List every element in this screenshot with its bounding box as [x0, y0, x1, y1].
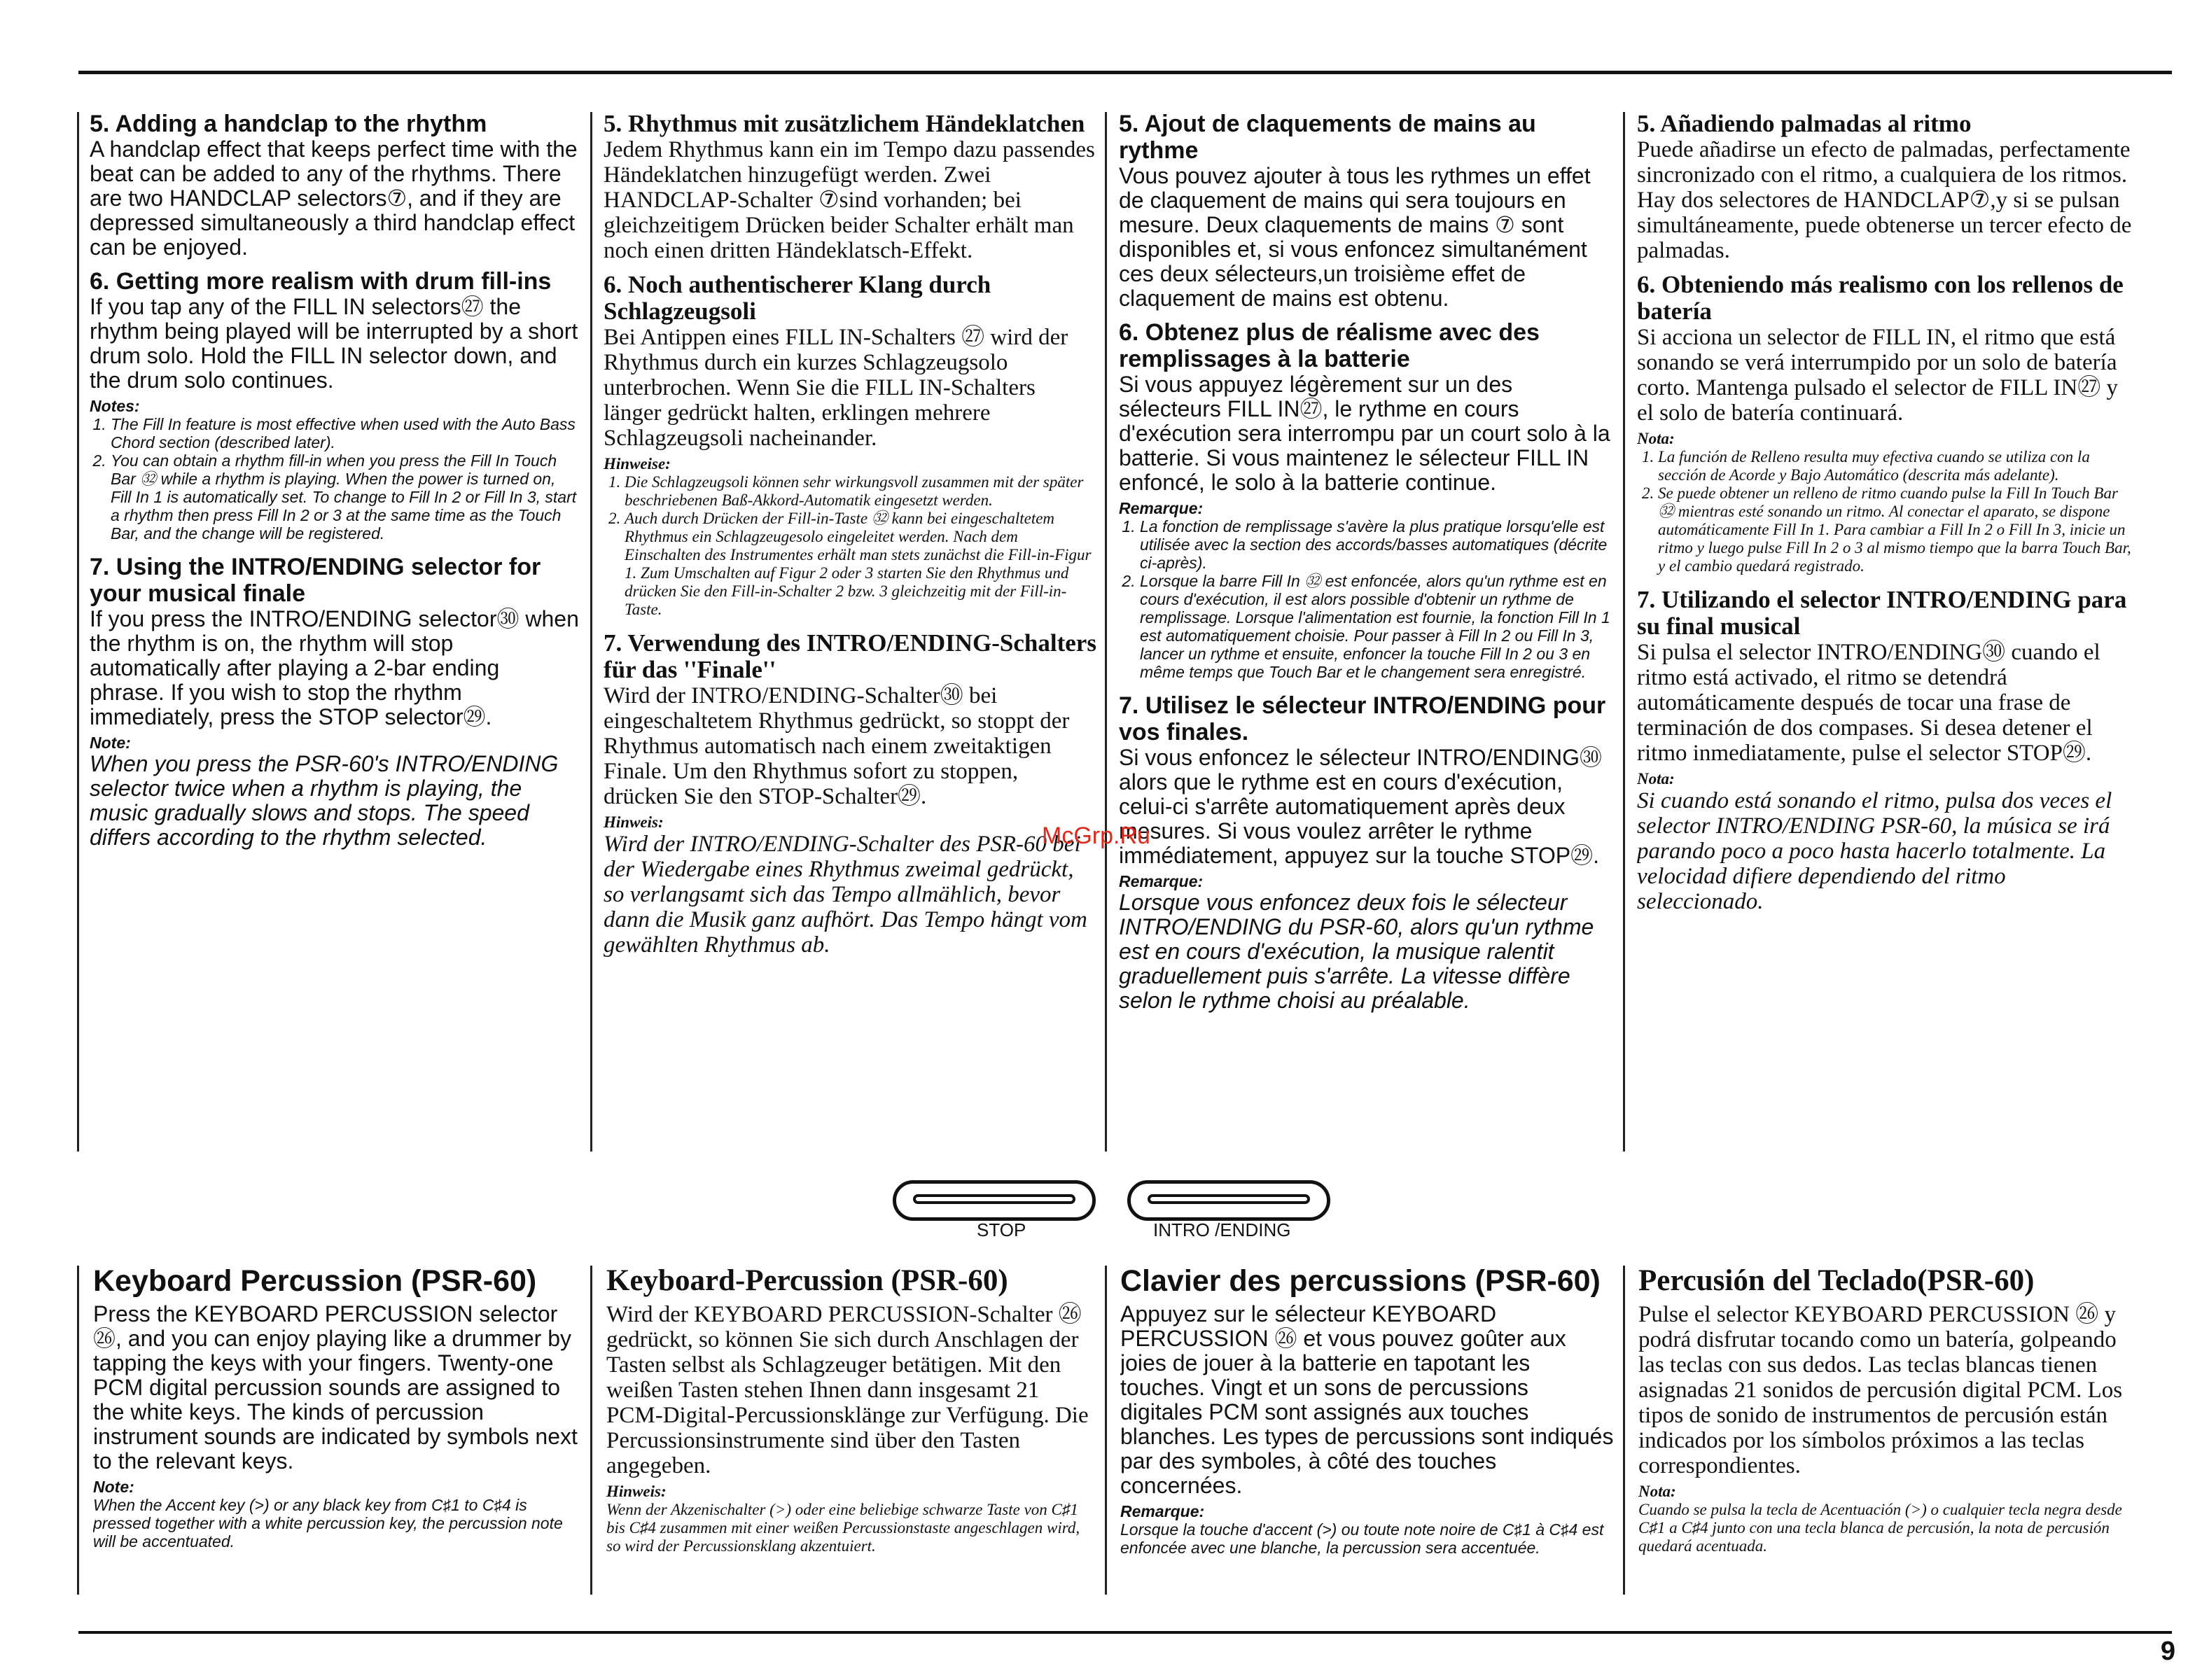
stop-label: STOP: [977, 1219, 1026, 1240]
column-divider: [1105, 112, 1107, 1152]
de-section-5-body: Jedem Rhythmus kann ein im Tempo dazu passendes Händeklatchen hinzugefügt werden. Zwei HANDCLAP-Schalter ⑦sind vorhanden; bei gleichzeitigem Drücken beider Schalter erhält man noch einen dritten Händeklatsch-Effekt.: [604, 137, 1095, 263]
de-section-5-title: 5. Rhythmus mit zusätzlichem Händeklatchen: [604, 111, 1085, 137]
de-notes-list: [604, 473, 1097, 619]
fr-section-6-body: Si vous appuyez légèrement sur un des sélecteurs FILL IN㉗, le rythme en cours d'exécution sera interrompu par un court solo à la batterie. Si vous maintenez le sélecteur FILL IN enfoncé, le solo à la batterie continue.: [1119, 372, 1610, 495]
en-section-7-body: If you press the INTRO/ENDING selector㉚ when the rhythm is on, the rhythm will stop automatically after playing a 2-bar ending phrase. If you wish to stop the rhythm immediately, press the STOP selector㉙.: [90, 606, 579, 729]
es-notes-label: Nota:: [1637, 430, 1675, 447]
de-notes-label: Hinweise:: [604, 455, 671, 472]
es-section-7-title: 7. Utilizando el selector INTRO/ENDING para su final musical: [1637, 586, 2127, 640]
intro-ending-button-inner: [1148, 1194, 1310, 1204]
en-note-item: 2. You can obtain a rhythm fill-in when you press the Fill In Touch Bar ㉜ while a rhythm is playing. When the power is turned on, Fill In 1 is automatically set. To change to Fill In 2 or Fill In 3, start a rhythm then press Fill In 2 or 3 at the same time as the Touch Bar, and the change will be registered.: [111, 451, 580, 542]
es-section-6-title: 6. Obteniendo más realismo con los rellenos de batería: [1637, 271, 2124, 325]
es-note-label: Nota:: [1637, 770, 1675, 788]
de-section-6-title: 6. Noch authentischerer Klang durch Schlagzeugsoli: [604, 271, 991, 325]
es-kb-text: Pulse el selector KEYBOARD PERCUSSION ㉖ y podrá disfrutar tocando como un batería, golpeando las teclas con sus dedos. Las teclas blancas tienen asignadas 21 sonidos de percusión digital PCM. Los tipos de sonido de instrumentos de percusión están indicados por los símbolos próximos a las teclas correspondientes.: [1638, 1302, 2123, 1478]
fr-notes-list: [1119, 517, 1612, 681]
en-section-6-body: If you tap any of the FILL IN selectors㉗ the rhythm being played will be interrupted by a short drum solo. Hold the FILL IN selector down, and the drum solo continues.: [90, 294, 578, 393]
en-section-6-title: 6. Getting more realism with drum fill-ins: [90, 268, 552, 295]
stop-button-inner: [913, 1194, 1075, 1204]
es-notes-list: [1637, 448, 2135, 575]
de-section-7-body: Wird der INTRO/ENDING-Schalter㉚ bei eingeschaltetem Rhythmus gedrückt, so stoppt der Rhythmus automatisch nach einem zweitaktigen Finale. Um den Rhythmus sofort zu stoppen, drücken Sie den STOP-Schalter㉙.: [604, 683, 1070, 809]
fr-section-6-title: 6. Obtenez plus de réalisme avec des remplissages à la batterie: [1119, 319, 1540, 372]
es-kb-note-label: Nota:: [1638, 1483, 1676, 1500]
top-rule: [78, 71, 2172, 74]
bottom-rule: [78, 1631, 2172, 1634]
es-section-5-title: 5. Añadiendo palmadas al ritmo: [1637, 111, 1972, 137]
de-keyboard-percussion-body: [606, 1302, 1096, 1592]
column-divider: [590, 1266, 592, 1595]
column-divider: [77, 1266, 79, 1595]
fr-keyboard-percussion-title: Clavier des percussions (PSR-60): [1120, 1264, 1601, 1298]
de-note-label: Hinweis:: [604, 813, 664, 831]
fr-kb-note-label: Remarque:: [1120, 1502, 1205, 1520]
en-keyboard-percussion-body: [93, 1302, 583, 1592]
column-divider: [1105, 1266, 1107, 1595]
es-section-7-body: Si pulsa el selector INTRO/ENDING㉚ cuando el ritmo está activado, el ritmo se detendrá automáticamente después de tocar una frase de terminación de dos compases. Si desea detener el ritmo inmediatamente, pulse el selector STOP㉙.: [1637, 640, 2100, 766]
es-keyboard-percussion-title: Percusión del Teclado(PSR-60): [1638, 1264, 2035, 1297]
english-column: [90, 111, 580, 1154]
column-divider: [590, 112, 592, 1152]
fr-section-5-body: Vous pouvez ajouter à tous les rythmes un effet de claquement de mains qui sera toujours en mesure. Deux claquements de mains ⑦ sont disponibles et, si vous enfoncez simultanément ces deux sélecteurs,un troisième effet de claquement de mains est obtenu.: [1119, 163, 1591, 311]
de-note: Wird der INTRO/ENDING-Schalter des PSR-60 bei der Wiedergabe eines Rhythmus zweimal gedrückt, so verlangsamt sich das Tempo allmählich, bevor dann die Musik ganz aufhört. Das Tempo hängt vom gewählten Rhythmus ab.: [604, 832, 1087, 958]
en-note-item: 1. The Fill In feature is most effective when used with the Auto Bass Chord section (described later).: [111, 415, 580, 451]
en-kb-note-label: Note:: [93, 1478, 134, 1496]
fr-kb-note: Lorsque la touche d'accent (>) ou toute note noire de C♯1 à C♯4 est enfoncée avec une blanche, la percussion sera accentuée.: [1120, 1520, 1604, 1557]
es-keyboard-percussion-body: [1638, 1302, 2135, 1592]
fr-keyboard-percussion-body: [1120, 1302, 1614, 1592]
en-note-label: Note:: [90, 734, 131, 752]
column-divider: [1623, 112, 1625, 1152]
fr-note-item: 2. Lorsque la barre Fill In ㉜ est enfoncée, alors qu'un rythme est en cours d'exécution, il est alors possible d'obtenir un rythme de remplissage. Lorsque l'alimentation est fournie, la fonction Fill In 1 est automatiquement choisie. Pour passer à Fill In 2 ou Fill In 3, lancer un rythme et ensuite, enfoncer la touche Fill In 2 ou 3 en même temps que Touch Bar et le changement sera enregistré.: [1140, 572, 1612, 681]
es-kb-note: Cuando se pulsa la tecla de Acentuación (>) o cualquier tecla negra desde C♯1 a C♯4 junto con una tecla blanca de percusión, la nota de percusión quedará acentuada.: [1638, 1501, 2122, 1555]
fr-kb-text: Appuyez sur le sélecteur KEYBOARD PERCUSSION ㉖ et vous pouvez goûter aux joies de jouer à la batterie en tapotant les touches. Vingt et un sons de percussions digitales PCM sont assignés aux touches blanches. Les types de percussions sont indiqués par des symboles, à côté des touches concernées.: [1120, 1302, 1614, 1498]
watermark: McGrp.Ru: [1042, 822, 1150, 849]
column-divider: [1623, 1266, 1625, 1595]
en-section-5-title: 5. Adding a handclap to the rhythm: [90, 111, 487, 137]
es-section-5-body: Puede añadirse un efecto de palmadas, perfectamente sincronizado con el ritmo, a cualquiera de los ritmos. Hay dos selectores de HANDCLAP⑦,y si se pulsan simultáneamente, puede obtenerse un tercer efecto de palmadas.: [1637, 137, 2132, 263]
en-section-7-title: 7. Using the INTRO/ENDING selector for your musical finale: [90, 554, 541, 607]
intro-ending-button-illustration: [1127, 1180, 1330, 1221]
es-note-item: 2. Se puede obtener un relleno de ritmo cuando pulse la Fill In Touch Bar ㉜ mientras esté sonando un ritmo. Al conectar el aparato, se dispone automáticamente Fill In 1. Para cambiar a Fill In 2 o Fill In 3, inicie un ritmo y luego pulse Fill In 2 o 3 al mismo tiempo que la barra Touch Bar, y el cambio quedará registrado.: [1658, 484, 2135, 575]
es-note-item: 1. La función de Relleno resulta muy efectiva cuando se utiliza con la sección de Acorde y Bajo Automático (descrita más adelante).: [1658, 448, 2135, 484]
intro-ending-label: INTRO /ENDING: [1153, 1219, 1291, 1240]
fr-note: Lorsque vous enfoncez deux fois le sélecteur INTRO/ENDING du PSR-60, alors qu'un rythme est en cours d'exécution, la musique ralentit graduellement puis s'arrête. La vitesse diffère selon le rythme choisi au préalable.: [1119, 890, 1594, 1013]
fr-note-label: Remarque:: [1119, 872, 1204, 890]
fr-note-item: 1. La fonction de remplissage s'avère la plus pratique lorsqu'elle est utilisée avec la section des accords/basses automatiques (décrite ci-après).: [1140, 517, 1612, 572]
fr-section-7-body: Si vous enfoncez le sélecteur INTRO/ENDING㉚ alors que le rythme est en cours d'exécution, celui-ci s'arrête automatiquement après deux mesures. Si vous voulez arrêter le rythme immédiatement, appuyez sur la touche STOP㉙.: [1119, 745, 1603, 868]
fr-notes-label: Remarque:: [1119, 499, 1204, 517]
en-kb-note: When the Accent key (>) or any black key from C♯1 to C♯4 is pressed together with a white percussion key, the percussion note will be accentuated.: [93, 1496, 563, 1550]
column-divider: [77, 112, 79, 1152]
fr-section-5-title: 5. Ajout de claquements de mains au rythme: [1119, 111, 1536, 164]
en-section-5-body: A handclap effect that keeps perfect time with the beat can be added to any of the rhythms. There are two HANDCLAP selectors⑦, and if they are depressed simultaneously a third handclap effect can be enjoyed.: [90, 136, 578, 260]
de-kb-text: Wird der KEYBOARD PERCUSSION-Schalter ㉖ gedrückt, so können Sie sich durch Anschlagen der Tasten selbst als Schlagzeuger betätigen. Mit den weißen Tasten stehen Ihnen dann insgesamt 21 PCM-Digital-Percussionsklänge zur Verfügung. Die Percussionsinstrumente sind über den Tasten angegeben.: [606, 1302, 1089, 1478]
de-section-6-body: Bei Antippen eines FILL IN-Schalters ㉗ wird der Rhythmus durch ein kurzes Schlagzeugsolo unterbrochen. Wenn Sie die FILL IN-Schalters länger gedrückt halten, erklingen mehrere Schlagzeugsoli nacheinander.: [604, 325, 1068, 451]
page-number: 9: [2160, 1637, 2175, 1666]
stop-button-illustration: [893, 1180, 1096, 1221]
german-column: [604, 111, 1097, 1154]
spanish-column: [1637, 111, 2135, 1154]
de-kb-note-label: Hinweis:: [606, 1483, 667, 1500]
es-section-6-body: Si acciona un selector de FILL IN, el ritmo que está sonando se verá interrumpido por un solo de batería corto. Mantenga pulsado el selector de FILL IN㉗ y el solo de batería continuará.: [1637, 325, 2118, 426]
en-note: When you press the PSR-60's INTRO/ENDING selector twice when a rhythm is playing, the music gradually slows and stops. The speed differs according to the rhythm selected.: [90, 751, 559, 850]
en-keyboard-percussion-title: Keyboard Percussion (PSR-60): [93, 1264, 537, 1298]
es-note: Si cuando está sonando el ritmo, pulsa dos veces el selector INTRO/ENDING PSR-60, la música se irá parando poco a poco hasta hacerlo totalmente. La velocidad difiere dependiendo del ritmo seleccionado.: [1637, 788, 2112, 914]
en-notes-label: Notes:: [90, 397, 140, 415]
en-kb-text: Press the KEYBOARD PERCUSSION selector ㉖, and you can enjoy playing like a drummer by tapping the keys with your fingers. Twenty-one PCM digital percussion sounds are assigned to the white keys. The kinds of percussion instrument sounds are indicated by symbols next to the relevant keys.: [93, 1302, 578, 1474]
de-kb-note: Wenn der Akzenischalter (>) oder eine beliebige schwarze Taste von C♯1 bis C♯4 zusammen mit einer weißen Percussionstaste angeschlagen wird, so wird der Percussionsklang akzentuiert.: [606, 1501, 1080, 1555]
french-column: [1119, 111, 1612, 1154]
de-note-item: 1. Die Schlagzeugsoli können sehr wirkungsvoll zusammen mit der später beschriebenen Baß-Akkord-Automatik eingesetzt werden.: [625, 473, 1097, 510]
en-notes-list: [90, 415, 580, 542]
de-section-7-title: 7. Verwendung des INTRO/ENDING-Schalters für das ''Finale'': [604, 629, 1096, 683]
fr-section-7-title: 7. Utilisez le sélecteur INTRO/ENDING pour vos finales.: [1119, 692, 1606, 746]
de-note-item: 2. Auch durch Drücken der Fill-in-Taste ㉜ kann bei eingeschaltetem Rhythmus ein Schlagzeugesolo eingeleitet werden. Nach dem Einschalten des Instrumentes erhält man stets zunächst die Fill-in-Figur 1. Zum Umschalten auf Figur 2 oder 3 starten Sie den Rhythmus und drücken Sie den Fill-in-Schalter 2 bzw. 3 gleichzeitig mit der Fill-in-Taste.: [625, 510, 1097, 619]
de-keyboard-percussion-title: Keyboard-Percussion (PSR-60): [606, 1264, 1008, 1297]
